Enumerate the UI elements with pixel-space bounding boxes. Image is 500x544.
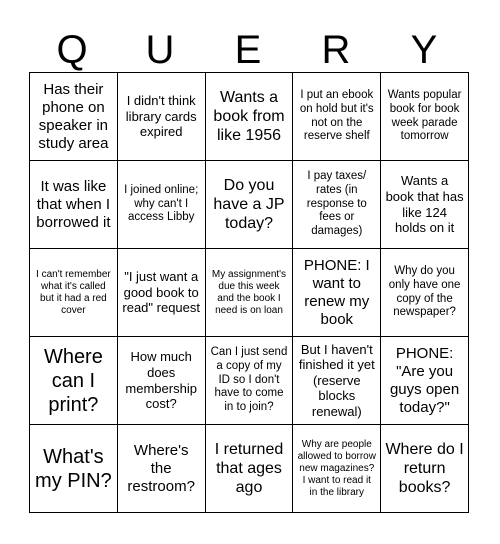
bingo-cell[interactable]: But I haven't finished it yet (reserve blocks renewal) [293,337,381,425]
title-letter-u: U [145,28,177,72]
bingo-board [29,72,469,513]
bingo-cell[interactable]: Wants a book that has like 124 holds on it [381,161,469,249]
bingo-cell[interactable]: Wants a book from like 1956 [206,73,294,161]
title-letter-r: R [321,28,353,72]
bingo-cell[interactable]: I returned that ages ago [206,425,294,513]
bingo-cell[interactable]: Can I just send a copy of my ID so I don't have to come in to join? [206,337,294,425]
bingo-cell[interactable]: Why are people allowed to borrow new magazines? I want to read it in the library [293,425,381,513]
bingo-title [29,28,469,72]
bingo-cell[interactable]: Has their phone on speaker in study area [30,73,118,161]
bingo-cell[interactable]: PHONE: I want to renew my book [293,249,381,337]
bingo-cell[interactable]: Where's the restroom? [118,425,206,513]
bingo-cell[interactable]: Wants popular book for book week parade tomorrow [381,73,469,161]
bingo-cell[interactable]: I pay taxes/ rates (in response to fees or damages) [293,161,381,249]
title-letter-e: E [234,28,264,72]
bingo-cell[interactable]: I joined online; why can't I access Libby [118,161,206,249]
title-letter-y: Y [410,28,440,72]
bingo-cell[interactable]: Do you have a JP today? [206,161,294,249]
bingo-cell[interactable]: It was like that when I borrowed it [30,161,118,249]
bingo-cell[interactable]: I can't remember what it's called but it had a red cover [30,249,118,337]
bingo-cell[interactable]: How much does membership cost? [118,337,206,425]
bingo-cell[interactable]: "I just want a good book to read" request [118,249,206,337]
bingo-cell[interactable]: Where can I print? [30,337,118,425]
bingo-cell[interactable]: I didn't think library cards expired [118,73,206,161]
bingo-cell[interactable]: What's my PIN? [30,425,118,513]
bingo-cell[interactable]: My assignment's due this week and the book I need is on loan [206,249,294,337]
bingo-cell[interactable]: I put an ebook on hold but it's not on the reserve shelf [293,73,381,161]
bingo-cell[interactable]: PHONE: "Are you guys open today?" [381,337,469,425]
title-letter-q: Q [56,28,90,72]
bingo-cell[interactable]: Where do I return books? [381,425,469,513]
bingo-cell[interactable]: Why do you only have one copy of the newspaper? [381,249,469,337]
